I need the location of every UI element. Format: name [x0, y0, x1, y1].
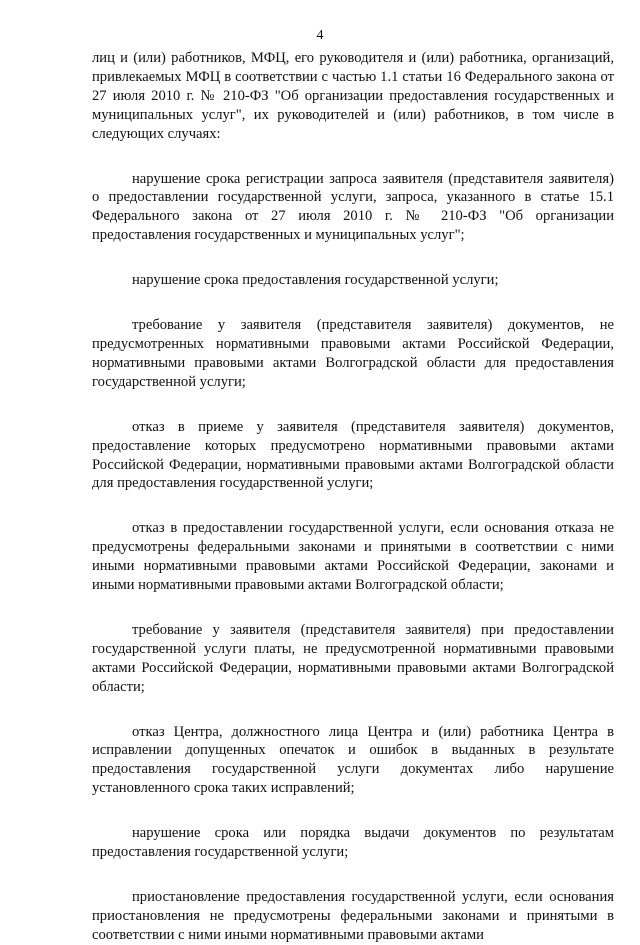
- paragraph-service-delay: нарушение срока предоставления государственной услуги;: [132, 272, 499, 289]
- paragraph-refusal-service: отказ в предоставлении государственной услуги, если основания отказа не предусмотрены федеральными законами и принятыми в соответствии с ними иными нормативными правовыми актами Российской Федерации, законами и иными нормативными правовыми актами Волгоградской области;: [92, 520, 614, 594]
- page-number: 4: [316, 28, 324, 43]
- paragraph-correction-refusal: отказ Центра, должностного лица Центра и (или) работника Центра в исправлении допущенных опечаток и ошибок в выданных в результате предоставления государственной услуги документах либо нарушение установленного срока таких исправлений;: [92, 723, 614, 797]
- paragraph-fee-demand: требование у заявителя (представителя заявителя) при предоставлении государственной услуги платы, не предусмотренной нормативными правовыми актами Российской Федерации, нормативными правовыми актами Волгоградской области;: [92, 621, 614, 695]
- document-body: [92, 49, 614, 945]
- paragraph-registration-delay: нарушение срока регистрации запроса заявителя (представителя заявителя) о предоставлении государственной услуги, запроса, указанного в статье 15.1 Федерального закона от 27 июля 2010 г. № 210-ФЗ "Об организации предоставления государственных и муниципальных услуг";: [92, 170, 614, 244]
- paragraph-issuance-violation: нарушение срока или порядка выдачи документов по результатам предоставления государственной услуги;: [92, 825, 614, 861]
- paragraph-refusal-acceptance: отказ в приеме у заявителя (представителя заявителя) документов, предоставление которых предусмотрено нормативными правовыми актами Российской Федерации, нормативными правовыми актами Волгоградской области для предоставления государственной услуги;: [92, 418, 614, 492]
- paragraph-suspension: приостановление предоставления государственной услуги, если основания приостановления не предусмотрены федеральными законами и принятыми в соответствии с ними иными нормативными правовыми актами: [92, 889, 614, 943]
- paragraph-extra-documents: требование у заявителя (представителя заявителя) документов, не предусмотренных нормативными правовыми актами Российской Федерации, нормативными правовыми актами Волгоградской области для предоставления государственной услуги;: [92, 317, 614, 390]
- paragraph-continuation: лиц и (или) работников, МФЦ, его руководителя и (или) работника, организаций, привлекаемых МФЦ в соответствии с частью 1.1 статьи 16 Федерального закона от 27 июля 2010 г. № 210-ФЗ "Об организации предоставления государственных и муниципальных услуг", их руководителей и (или) работников, в том числе в следующих случаях:: [92, 50, 614, 142]
